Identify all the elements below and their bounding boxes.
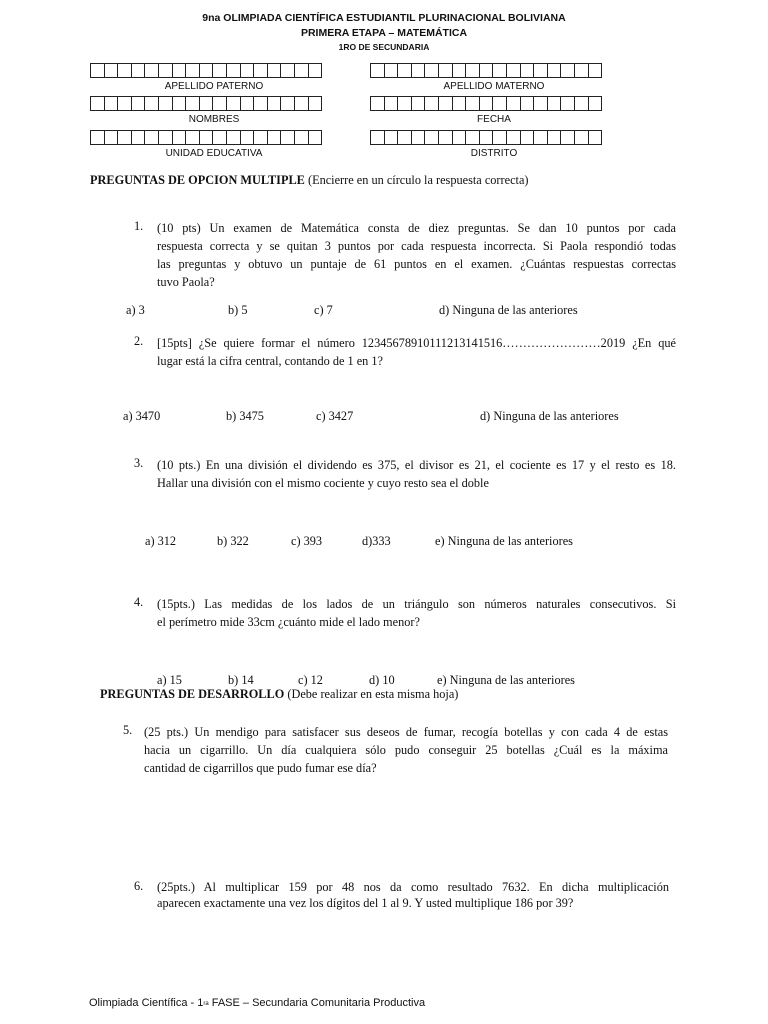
text-line: (10 pts.) En una división el dividendo es 375, el divisor es 21, el cociente es 17 y el resto es 18. [157,458,676,472]
option-b[interactable]: b) 5 [228,303,248,317]
option-e[interactable]: e) Ninguna de las anteriores [435,534,573,548]
question-2-text [157,334,676,370]
character-box[interactable] [520,63,535,78]
text-line: las preguntas y obtuvo un puntaje de 61 puntos en el examen. ¿Cuántas respuestas correctas [157,257,676,271]
apellido-materno-label: APELLIDO MATERNO [443,81,545,92]
character-box[interactable] [397,96,412,111]
character-box[interactable] [574,96,589,111]
text-line: (25pts.) Al multiplicar 159 por 48 nos da como resultado 7632. En dicha multiplicación [157,880,669,894]
character-box[interactable] [533,96,548,111]
character-box[interactable] [240,96,255,111]
character-box[interactable] [492,130,507,145]
character-box[interactable] [308,96,323,111]
character-box[interactable] [308,63,323,78]
apellido-paterno-field[interactable] [90,63,321,78]
section-multiple-choice-heading [90,173,529,188]
text-line: (10 pts) Un examen de Matemática consta de diez preguntas. Se dan 10 puntos por cada [157,221,676,235]
option-a[interactable]: a) 3470 [123,409,161,423]
character-box[interactable] [90,96,105,111]
character-box[interactable] [533,130,548,145]
character-box[interactable] [492,96,507,111]
character-box[interactable] [560,96,575,111]
question-number: 4. [134,595,144,609]
character-box[interactable] [253,96,268,111]
header-grade: 1RO DE SECUNDARIA [338,42,430,52]
question-6-text [157,879,669,911]
character-box[interactable] [384,63,399,78]
character-box[interactable] [424,96,439,111]
character-box[interactable] [588,63,603,78]
question-1-text [157,219,676,291]
character-box[interactable] [240,130,255,145]
character-box[interactable] [560,63,575,78]
character-box[interactable] [185,63,200,78]
character-box[interactable] [560,130,575,145]
character-box[interactable] [588,96,603,111]
option-a[interactable]: a) 3 [126,303,145,317]
question-number: 6. [134,879,144,893]
character-box[interactable] [253,130,268,145]
character-box[interactable] [280,130,295,145]
character-box[interactable] [90,63,105,78]
character-box[interactable] [547,63,562,78]
option-d[interactable]: d) Ninguna de las anteriores [480,409,619,423]
footer-text-right: FASE – Secundaria Comunitaria Productiva [211,997,426,1009]
section-development-heading [100,687,458,702]
question-3-text [157,456,676,492]
character-box[interactable] [411,96,426,111]
character-box[interactable] [411,130,426,145]
apellido-paterno-label: APELLIDO PATERNO [164,81,264,92]
character-box[interactable] [465,63,480,78]
character-box[interactable] [199,96,214,111]
question-number: 1. [134,219,144,233]
character-box[interactable] [533,63,548,78]
character-box[interactable] [144,96,159,111]
character-box[interactable] [506,130,521,145]
character-box[interactable] [438,96,453,111]
character-box[interactable] [370,130,385,145]
character-box[interactable] [212,96,227,111]
character-box[interactable] [280,96,295,111]
character-box[interactable] [520,130,535,145]
character-box[interactable] [452,63,467,78]
text-line: (15pts.) Las medidas de los lados de un triángulo son números naturales consecutivos. Si [157,597,676,611]
character-box[interactable] [131,130,146,145]
option-b[interactable]: b) 322 [217,534,249,548]
character-box[interactable] [172,130,187,145]
character-box[interactable] [117,63,132,78]
character-box[interactable] [199,130,214,145]
character-box[interactable] [438,130,453,145]
character-box[interactable] [226,63,241,78]
distrito-field[interactable] [370,130,601,145]
character-box[interactable] [90,130,105,145]
header-title: 9na OLIMPIADA CIENTÍFICA ESTUDIANTIL PLURINACIONAL BOLIVIANA [202,12,566,24]
section-title: PREGUNTAS DE DESARROLLO [100,687,285,701]
character-box[interactable] [117,130,132,145]
character-box[interactable] [185,96,200,111]
character-box[interactable] [574,63,589,78]
option-d[interactable]: d) 10 [369,673,395,687]
character-box[interactable] [574,130,589,145]
character-box[interactable] [104,96,119,111]
fecha-field[interactable] [370,96,601,111]
character-box[interactable] [424,63,439,78]
character-box[interactable] [479,96,494,111]
character-box[interactable] [424,130,439,145]
footer-text: Olimpiada Científica - 1 [89,997,204,1009]
character-box[interactable] [185,130,200,145]
character-box[interactable] [452,130,467,145]
character-box[interactable] [452,96,467,111]
option-c[interactable]: c) 12 [298,673,323,687]
character-box[interactable] [117,96,132,111]
character-box[interactable] [479,63,494,78]
option-d[interactable]: d)333 [362,534,391,548]
character-box[interactable] [212,63,227,78]
character-box[interactable] [104,63,119,78]
unidad-educativa-label: UNIDAD EDUCATIVA [165,148,263,159]
option-c[interactable]: c) 3427 [316,409,354,423]
footer-superscript: ra [203,1001,209,1007]
question-4-text [157,595,676,631]
character-box[interactable] [547,96,562,111]
character-box[interactable] [226,96,241,111]
character-box[interactable] [226,130,241,145]
character-box[interactable] [438,63,453,78]
character-box[interactable] [465,130,480,145]
character-box[interactable] [253,63,268,78]
text-line: el perímetro mide 33cm ¿cuánto mide el lado menor? [157,615,420,629]
character-box[interactable] [131,63,146,78]
text-line: lugar está la cifra central, contando de 1 en 1? [157,354,384,368]
character-box[interactable] [212,130,227,145]
text-line: tuvo Paola? [157,275,215,289]
character-box[interactable] [267,63,282,78]
character-box[interactable] [294,63,309,78]
character-box[interactable] [267,130,282,145]
text-line: (25 pts.) Un mendigo para satisfacer sus deseos de fumar, recogía botellas y con cada 4 de estas [144,725,668,739]
character-box[interactable] [370,96,385,111]
unidad-educativa-field[interactable] [90,130,321,145]
character-box[interactable] [144,63,159,78]
character-box[interactable] [280,63,295,78]
character-box[interactable] [465,96,480,111]
character-box[interactable] [384,130,399,145]
character-box[interactable] [520,96,535,111]
character-box[interactable] [158,63,173,78]
option-e[interactable]: e) Ninguna de las anteriores [437,673,575,687]
option-c[interactable]: c) 7 [314,303,333,317]
character-box[interactable] [492,63,507,78]
question-number: 2. [134,334,144,348]
distrito-label: DISTRITO [470,148,518,159]
question-number: 3. [134,456,144,470]
page-footer [89,997,425,1009]
nombres-label: NOMBRES [188,114,240,125]
option-b[interactable]: b) 3475 [226,409,264,423]
character-box[interactable] [506,96,521,111]
section-title: PREGUNTAS DE OPCION MULTIPLE [90,173,305,187]
text-line: [15pts] ¿Se quiere formar el número 12345678910111213141516……………………2019 ¿En qué [157,336,676,350]
character-box[interactable] [267,96,282,111]
character-box[interactable] [588,130,603,145]
nombres-field[interactable] [90,96,321,111]
apellido-materno-field[interactable] [370,63,601,78]
character-box[interactable] [397,63,412,78]
text-line: cantidad de cigarrillos que pudo fumar ese día? [144,761,377,775]
question-number: 5. [123,723,133,737]
character-box[interactable] [370,63,385,78]
header-subtitle: PRIMERA ETAPA – MATEMÁTICA [300,27,468,39]
character-box[interactable] [411,63,426,78]
fecha-label: FECHA [477,114,511,125]
text-line: respuesta correcta y se quitan 3 puntos por cada respuesta incorrecta. Si Paola respondió todas [157,239,676,253]
option-a[interactable]: a) 15 [157,673,182,687]
character-box[interactable] [240,63,255,78]
character-box[interactable] [144,130,159,145]
character-box[interactable] [104,130,119,145]
character-box[interactable] [384,96,399,111]
character-box[interactable] [158,130,173,145]
question-5-text [144,723,668,777]
option-c[interactable]: c) 393 [291,534,323,548]
option-a[interactable]: a) 312 [145,534,177,548]
character-box[interactable] [131,96,146,111]
character-box[interactable] [294,130,309,145]
character-box[interactable] [547,130,562,145]
text-line: Hallar una división con el mismo cociente y cuyo resto sea el doble [157,476,489,490]
character-box[interactable] [308,130,323,145]
text-line: hacia un cigarrillo. Un día cualquiera sólo pudo conseguir 25 botellas ¿Cuál es la máxima [144,743,668,757]
character-box[interactable] [172,96,187,111]
character-box[interactable] [199,63,214,78]
section-instruction: (Debe realizar en esta misma hoja) [287,687,459,701]
character-box[interactable] [397,130,412,145]
character-box[interactable] [158,96,173,111]
option-d[interactable]: d) Ninguna de las anteriores [439,303,578,317]
character-box[interactable] [172,63,187,78]
option-b[interactable]: b) 14 [228,673,254,687]
text-line: aparecen exactamente una vez los dígitos del 1 al 9. Y usted multiplique 186 por 39? [157,896,574,910]
character-box[interactable] [294,96,309,111]
section-instruction: (Encierre en un círculo la respuesta correcta) [307,173,529,187]
character-box[interactable] [479,130,494,145]
character-box[interactable] [506,63,521,78]
